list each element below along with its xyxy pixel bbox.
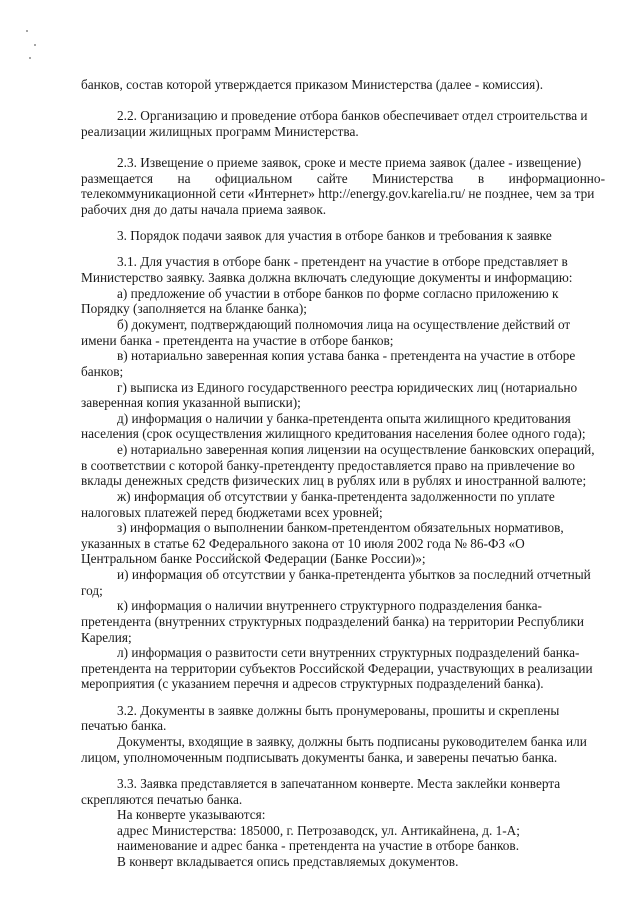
text-line: 2.3. Извещение о приеме заявок, сроке и месте приема заявок (далее - извещение) <box>117 155 582 170</box>
text-line: Министерство заявку. Заявка должна включать следующие документы и информацию: <box>81 270 573 285</box>
list-item: к) информация о наличии внутреннего структурного подразделения банка- <box>117 598 542 613</box>
scan-speck <box>29 57 31 59</box>
text-line: 3.1. Для участия в отборе банк - претендент на участие в отборе представляет в <box>117 254 568 269</box>
text-line: рабочих дня до даты начала приема заявок. <box>81 202 327 217</box>
text-line: претендента на территории субъектов Российской Федерации, участвующих в реализации <box>81 661 593 676</box>
list-item: б) документ, подтверждающий полномочия лица на осуществление действий от <box>117 317 571 332</box>
list-item: а) предложение об участии в отборе банков по форме согласно приложению к <box>117 286 559 301</box>
text-line: вклады денежных средств физических лиц в рублях или в рублях и иностранной валюте; <box>81 473 587 488</box>
text-line: 2.2. Организацию и проведение отбора банков обеспечивает отдел строительства и <box>117 108 588 123</box>
text-line: размещается на официальном сайте Министерства в информационно- <box>81 171 605 186</box>
text-line: 3.3. Заявка представляется в запечатанном конверте. Места заклейки конверта <box>117 776 561 791</box>
text-line: имени банка - претендента на участие в отборе банков; <box>81 333 394 348</box>
text-line: в соответствии с которой банку-претенденту предоставляется право на привлечение во <box>81 458 575 473</box>
text-line: год; <box>81 583 103 598</box>
text-line: В конверт вкладывается опись представляемых документов. <box>117 854 459 869</box>
text-line: Документы, входящие в заявку, должны быть подписаны руководителем банка или <box>117 734 587 749</box>
text-line: печатью банка. <box>81 718 167 733</box>
list-item: и) информация об отсутствии у банка-претендента убытков за последний отчетный <box>117 567 591 582</box>
scan-speck <box>26 30 28 32</box>
list-item: д) информация о наличии у банка-претендента опыта жилищного кредитования <box>117 411 571 426</box>
text-line: 3.2. Документы в заявке должны быть пронумерованы, прошиты и скреплены <box>117 703 560 718</box>
list-item: ж) информация об отсутствии у банка-претендента задолженности по уплате <box>117 489 555 504</box>
list-item: з) информация о выполнении банком-претендентом обязательных нормативов, <box>117 520 564 535</box>
text-line: реализации жилищных программ Министерства. <box>81 124 359 139</box>
section-heading: 3. Порядок подачи заявок для участия в отборе банков и требования к заявке <box>117 228 552 243</box>
text-line: указанных в статье 62 Федерального закона от 10 июля 2002 года № 86-ФЗ «О <box>81 536 525 551</box>
text-line: Центральном банке Российской Федерации (Банке России)»; <box>81 551 426 566</box>
text-line: Порядку (заполняется на бланке банка); <box>81 301 307 316</box>
text-line: банков, состав которой утверждается приказом Министерства (далее - комиссия). <box>81 77 544 92</box>
text-line: телекоммуникационной сети «Интернет» http://energy.gov.karelia.ru/ не позднее, чем за три <box>81 186 595 201</box>
text-line: Карелия; <box>81 630 132 645</box>
text-line: банков; <box>81 364 124 379</box>
text-line: заверенная копия указанной выписки); <box>81 395 301 410</box>
text-line: наименование и адрес банка - претендента на участие в отборе банков. <box>117 838 520 853</box>
text-line: налоговых платежей перед бюджетами всех уровней; <box>81 505 383 520</box>
text-line: населения (срок осуществления жилищного кредитования населения более одного года); <box>81 426 586 441</box>
text-line: скрепляются печатью банка. <box>81 792 243 807</box>
list-item: г) выписка из Единого государственного реестра юридических лиц (нотариально <box>117 380 578 395</box>
text-line: претендента (внутренних структурных подразделений банка) на территории Республики <box>81 614 584 629</box>
text-line: мероприятия (с указанием перечня и адресов структурных подразделений банка). <box>81 676 544 691</box>
list-item: е) нотариально заверенная копия лицензии на осуществление банковских операций, <box>117 442 595 457</box>
list-item: в) нотариально заверенная копия устава банка - претендента на участие в отборе <box>117 348 576 363</box>
text-line: На конверте указываются: <box>117 807 266 822</box>
list-item: л) информация о развитости сети внутренних структурных подразделений банка- <box>117 645 580 660</box>
text-line: лицом, уполномоченным подписывать документы банка, и заверены печатью банка. <box>81 750 558 765</box>
text-line: адрес Министерства: 185000, г. Петрозаводск, ул. Антикайнена, д. 1-А; <box>117 823 520 838</box>
scan-speck <box>34 44 36 46</box>
